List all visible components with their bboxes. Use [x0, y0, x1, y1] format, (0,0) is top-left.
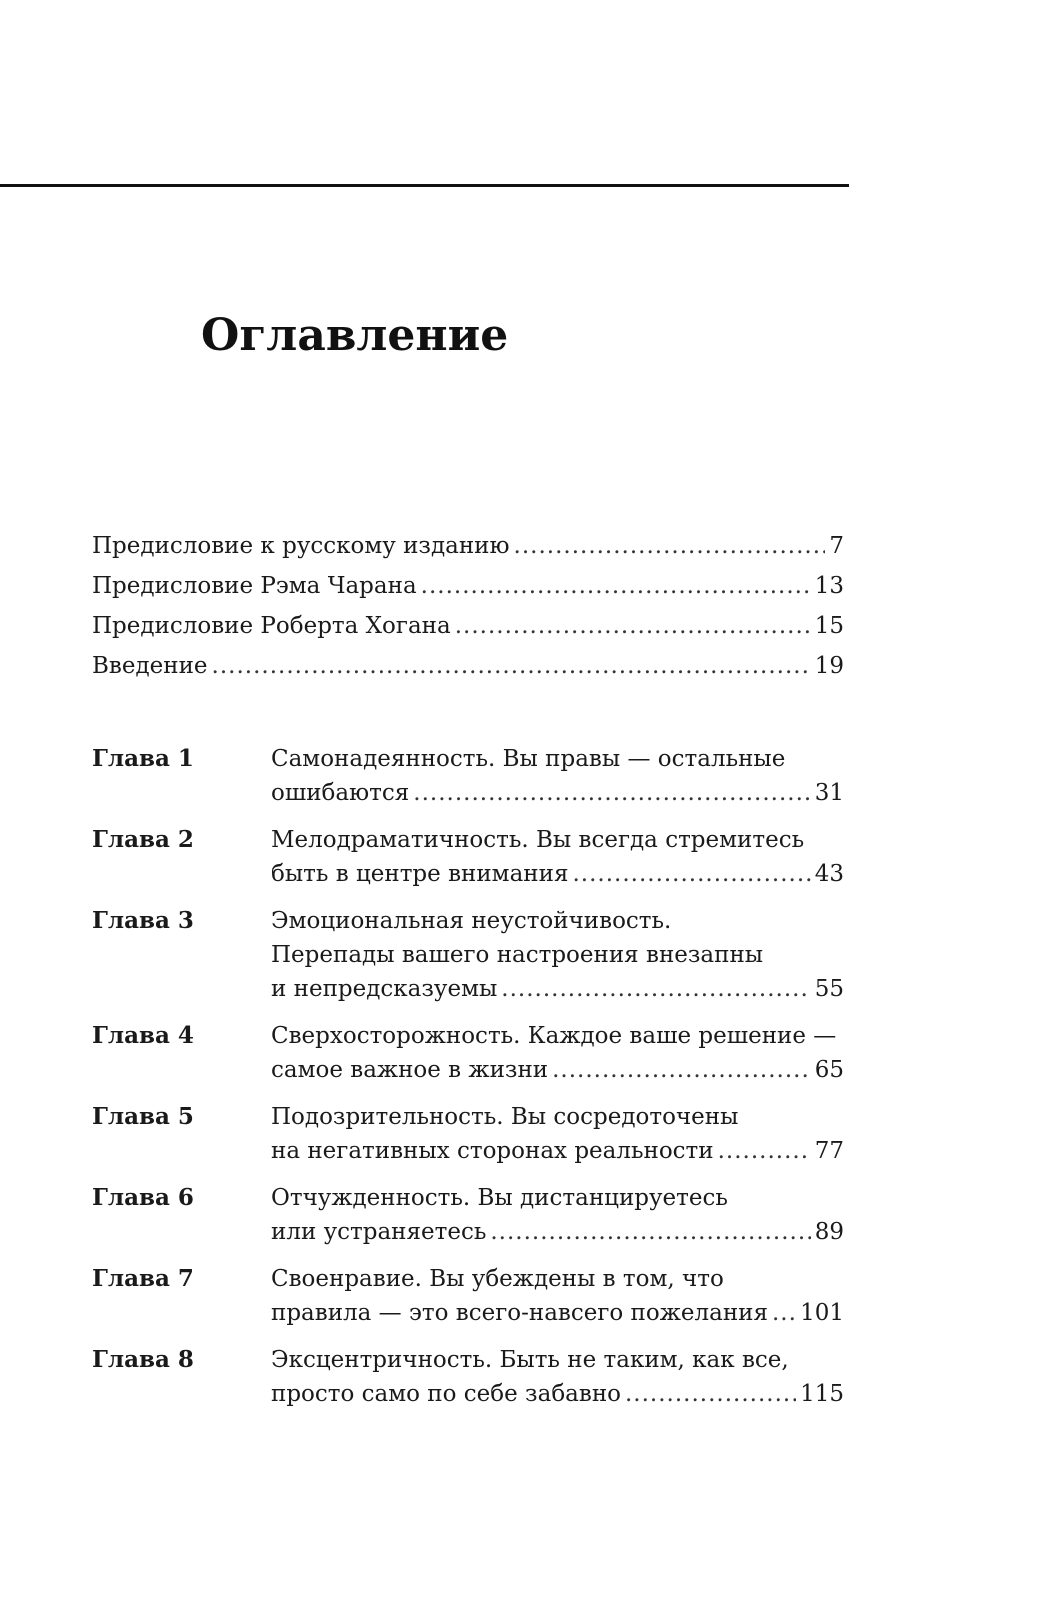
chapter-title-last-line: [271, 1053, 844, 1087]
toc-page-number: 77: [814, 1138, 844, 1164]
chapter-title-last-line: [271, 1215, 844, 1249]
chapter-title: [271, 1181, 844, 1249]
toc-chapter-3[interactable]: [92, 904, 844, 1006]
chapter-title: [271, 1343, 844, 1411]
chapter-title-line: Эмоциональная неустойчивость.: [271, 908, 672, 934]
dot-leader: [772, 1296, 796, 1330]
toc-entry-text: Введение: [92, 653, 208, 679]
dot-leader: [421, 566, 811, 606]
toc-page-number: 55: [814, 976, 844, 1002]
toc-entry-preface-hogan[interactable]: [92, 606, 844, 646]
toc-chapter-6[interactable]: [92, 1181, 844, 1249]
dot-leader: [490, 1215, 810, 1249]
chapter-label: Глава 8: [92, 1346, 194, 1373]
chapter-label: Глава 5: [92, 1103, 194, 1130]
chapter-title-line: на негативных сторонах реальности: [271, 1138, 714, 1164]
chapter-title-line: ошибаются: [271, 780, 410, 806]
dot-leader: [413, 776, 810, 810]
chapter-title: [271, 823, 844, 891]
toc-entry-text: Предисловие Рэма Чарана: [92, 573, 417, 599]
chapter-title-last-line: [271, 857, 844, 891]
toc-chapter-4[interactable]: [92, 1019, 844, 1087]
toc-entry-introduction[interactable]: [92, 646, 844, 686]
toc-chapter-8[interactable]: [92, 1343, 844, 1411]
chapter-title: [271, 742, 844, 810]
chapter-title-line: или устраняетесь: [271, 1219, 487, 1245]
header-rule: [0, 184, 849, 187]
toc-entry-preface-charan[interactable]: [92, 566, 844, 606]
chapter-title-line: Перепады вашего настроения внезапны: [271, 942, 764, 968]
toc-page-number: 89: [814, 1219, 844, 1245]
chapter-title: [271, 904, 844, 1006]
dot-leader: [455, 606, 811, 646]
toc-chapter-1[interactable]: [92, 742, 844, 810]
chapter-title: [271, 1019, 844, 1087]
page-title: Оглавление: [201, 310, 509, 361]
chapter-title-line: и непредсказуемы: [271, 976, 498, 1002]
chapter-title-last-line: [271, 1377, 844, 1411]
dot-leader: [514, 526, 826, 566]
chapter-title-line: быть в центре внимания: [271, 861, 569, 887]
chapter-list: [92, 742, 844, 1424]
chapter-label: Глава 6: [92, 1184, 194, 1211]
chapter-title-line: Мелодраматичность. Вы всегда стремитесь: [271, 827, 805, 853]
chapter-label: Глава 1: [92, 745, 194, 772]
toc-page-number: 7: [829, 533, 844, 559]
chapter-title-last-line: [271, 1296, 844, 1330]
chapter-label: Глава 3: [92, 907, 194, 934]
chapter-label: Глава 7: [92, 1265, 194, 1292]
chapter-title-line: правила — это всего-навсего пожелания: [271, 1300, 768, 1326]
dot-leader: [501, 972, 810, 1006]
dot-leader: [718, 1134, 811, 1168]
toc-page-number: 13: [814, 573, 844, 599]
toc-entry-preface-russian[interactable]: [92, 526, 844, 566]
toc-page-number: 43: [814, 861, 844, 887]
dot-leader: [212, 646, 811, 686]
chapter-title: [271, 1100, 844, 1168]
toc-page-number: 31: [814, 780, 844, 806]
front-matter-list: [92, 526, 844, 686]
toc-page-number: 115: [800, 1381, 844, 1407]
chapter-title-line: самое важное в жизни: [271, 1057, 549, 1083]
toc-page-number: 101: [800, 1300, 844, 1326]
chapter-label: Глава 2: [92, 826, 194, 853]
dot-leader: [625, 1377, 796, 1411]
chapter-title-last-line: [271, 776, 844, 810]
dot-leader: [572, 857, 810, 891]
chapter-title-line: просто само по себе забавно: [271, 1381, 621, 1407]
chapter-title-last-line: [271, 972, 844, 1006]
chapter-label: Глава 4: [92, 1022, 194, 1049]
toc-entry-text: Предисловие Роберта Хогана: [92, 613, 451, 639]
chapter-title-line: Сверхосторожность. Каждое ваше решение —: [271, 1023, 837, 1049]
chapter-title-line: Эксцентричность. Быть не таким, как все,: [271, 1347, 789, 1373]
toc-entry-text: Предисловие к русскому изданию: [92, 533, 510, 559]
chapter-title-line: Подозрительность. Вы сосредоточены: [271, 1104, 739, 1130]
toc-chapter-2[interactable]: [92, 823, 844, 891]
chapter-title: [271, 1262, 844, 1330]
toc-chapter-7[interactable]: [92, 1262, 844, 1330]
chapter-title-last-line: [271, 1134, 844, 1168]
chapter-title-line: Своенравие. Вы убеждены в том, что: [271, 1266, 724, 1292]
chapter-title-line: Самонадеянность. Вы правы — остальные: [271, 746, 786, 772]
toc-page-number: 65: [814, 1057, 844, 1083]
chapter-title-line: Отчужденность. Вы дистанцируетесь: [271, 1185, 728, 1211]
toc-chapter-5[interactable]: [92, 1100, 844, 1168]
dot-leader: [552, 1053, 811, 1087]
toc-page-number: 15: [814, 613, 844, 639]
toc-page-number: 19: [814, 653, 844, 679]
